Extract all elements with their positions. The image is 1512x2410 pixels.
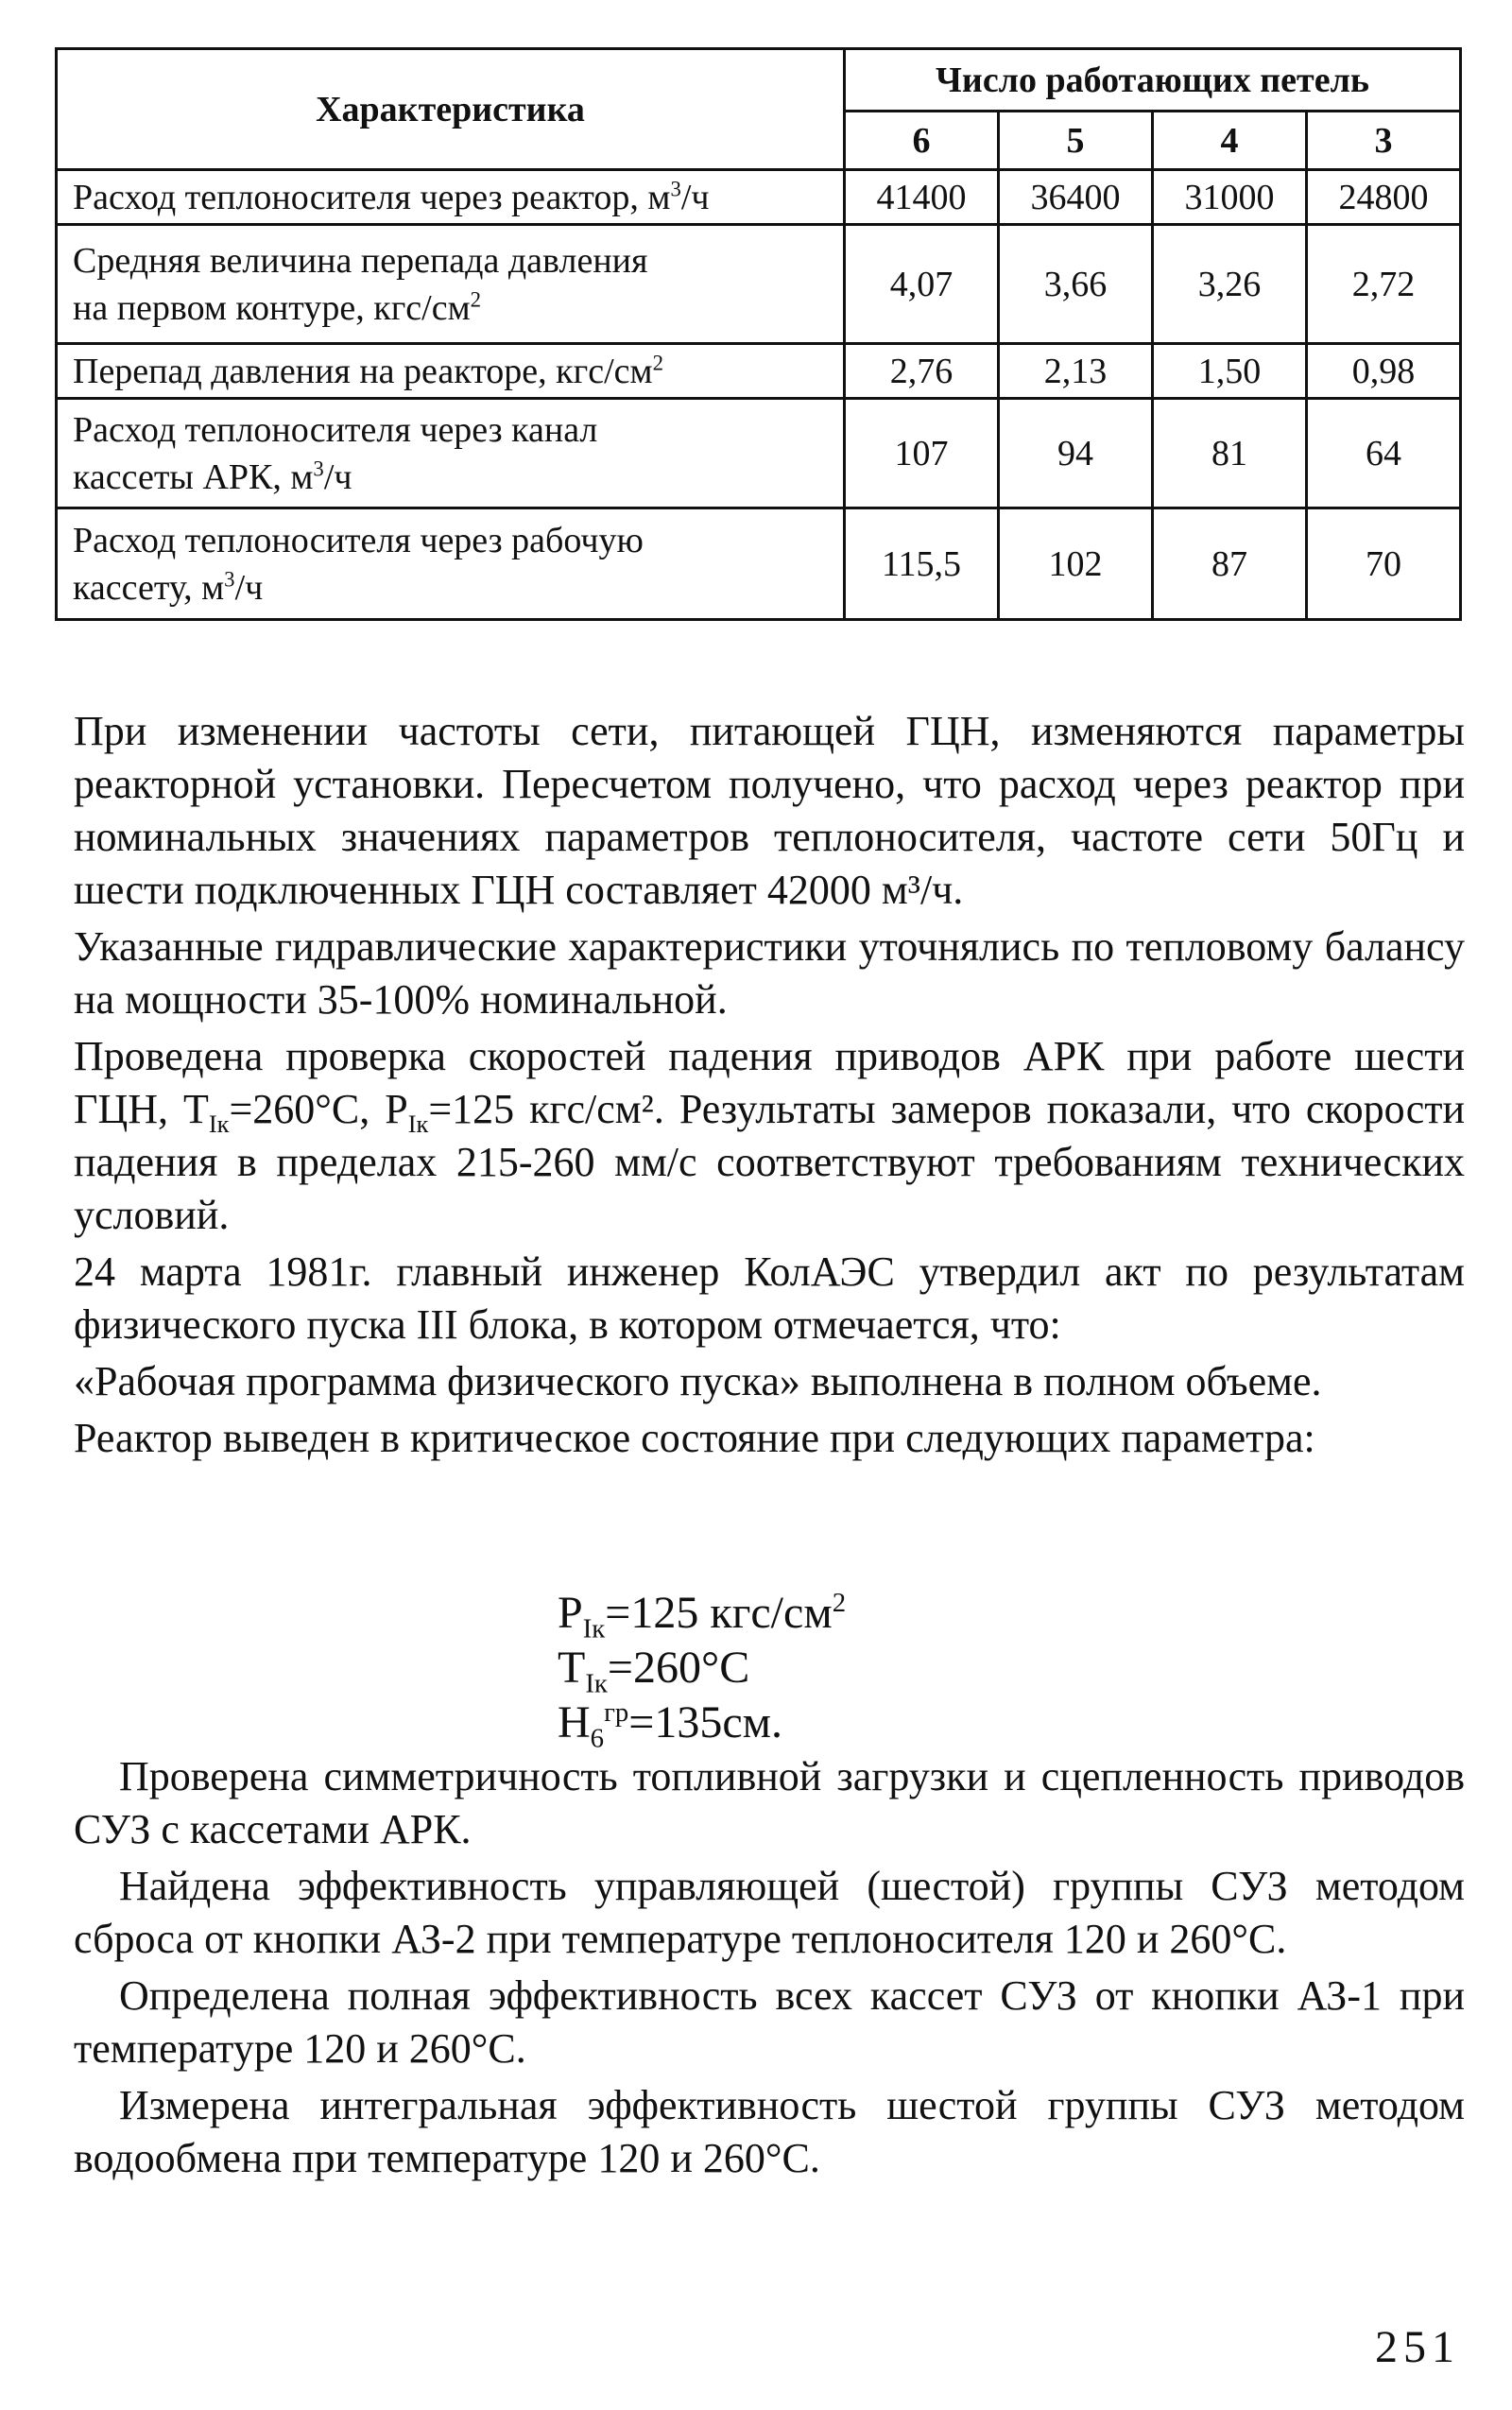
formula-pressure: $Р_{Iк}=125$ кгс/$см^2$ xyxy=(558,1588,847,1644)
header-loops-6: 6 xyxy=(845,112,999,170)
paragraph-ark-check: Проведена проверка скоростей падения приводов АРК при работе шести ГЦН, $Т_{Iк}=260^\circ С$, $Р_{Iк}=125$ кгс/см². Результаты замеров показали, что скорости падения в пределах 215-260 мм/с соответствуют требованиям технических условий. xyxy=(74,1033,1465,1238)
body-text-section-1 xyxy=(74,705,1465,1469)
critical-parameters-formula xyxy=(558,1586,847,1754)
table-header-row xyxy=(57,49,1461,112)
table-cell: 0,98 xyxy=(1307,344,1461,399)
paragraph-frequency: При изменении частоты сети, питающей ГЦН, изменяются параметры реакторной установки. Пересчетом получено, что расход через реактор при номинальных значениях параметров теплоносителя, частоте сети 50Гц и шести подключенных ГЦН составляет 42000 м³/ч. xyxy=(74,708,1465,913)
formula-temperature: $Т_{Iк}=260^\circ С$ xyxy=(558,1643,750,1699)
row-label: Перепад давления на реакторе, кгс/$см^2$ xyxy=(57,344,845,399)
paragraph-hydraulic: Указанные гидравлические характеристики уточнялись по тепловому балансу на мощности 35-100% номинальной. xyxy=(74,923,1465,1023)
row-label: Средняя величина перепада давления на первом контуре, кгс/$см^2$ xyxy=(57,225,845,344)
table-row xyxy=(57,344,1461,399)
table-cell: 2,13 xyxy=(999,344,1153,399)
characteristics-table-container xyxy=(55,47,1459,621)
table-cell: 70 xyxy=(1307,508,1461,620)
table-cell: 64 xyxy=(1307,399,1461,508)
header-loops-5: 5 xyxy=(999,112,1153,170)
row-label: Расход теплоносителя через рабочую кассету, $м^3/ч$ xyxy=(57,508,845,620)
table-row xyxy=(57,399,1461,508)
paragraph-program: «Рабочая программа физического пуска» выполнена в полном объеме. xyxy=(74,1358,1322,1404)
table-cell: 115,5 xyxy=(845,508,999,620)
paragraph-control-group: Найдена эффективность управляющей (шестой) группы СУЗ методом сброса от кнопки АЗ-2 при температуре теплоносителя 120 и 260°С. xyxy=(74,1863,1465,1962)
table-cell: 4,07 xyxy=(845,225,999,344)
header-loops-4: 4 xyxy=(1153,112,1307,170)
table-row xyxy=(57,170,1461,225)
table-cell: 87 xyxy=(1153,508,1307,620)
header-loops-3: 3 xyxy=(1307,112,1461,170)
table-row xyxy=(57,508,1461,620)
body-text-section-2 xyxy=(74,1750,1465,2189)
header-characteristic: Характеристика xyxy=(57,49,845,170)
paragraph-integral-efficiency: Измерена интегральная эффективность шестой группы СУЗ методом водообмена при температуре 120 и 260°С. xyxy=(74,2082,1465,2181)
paragraph-symmetry: Проверена симметричность топливной загрузки и сцепленность приводов СУЗ с кассетами АРК. xyxy=(74,1753,1465,1852)
table-cell: 3,26 xyxy=(1153,225,1307,344)
table-cell: 2,72 xyxy=(1307,225,1461,344)
table-row xyxy=(57,225,1461,344)
table-cell: 31000 xyxy=(1153,170,1307,225)
table-cell: 24800 xyxy=(1307,170,1461,225)
page-number: 251 xyxy=(1375,2322,1460,2372)
table-cell: 94 xyxy=(999,399,1153,508)
paragraph-march-act: 24 марта 1981г. главный инженер КолАЭС утвердил акт по результатам физического пуска III блока, в котором отмечается, что: xyxy=(74,1248,1465,1348)
row-label: Расход теплоносителя через реактор, $м^3/ч$ xyxy=(57,170,845,225)
table-cell: 1,50 xyxy=(1153,344,1307,399)
table-cell: 107 xyxy=(845,399,999,508)
table-cell: 102 xyxy=(999,508,1153,620)
formula-height: $Н_6^{гр}=135см$. xyxy=(558,1697,783,1754)
row-label: Расход теплоносителя через канал кассеты АРК, $м^3/ч$ xyxy=(57,399,845,508)
characteristics-table xyxy=(55,47,1462,621)
header-loops-title: Число работающих петель xyxy=(845,49,1461,112)
table-cell: 36400 xyxy=(999,170,1153,225)
table-cell: 3,66 xyxy=(999,225,1153,344)
table-cell: 81 xyxy=(1153,399,1307,508)
paragraph-critical-state: Реактор выведен в критическое состояние при следующих параметра: xyxy=(74,1415,1315,1461)
table-cell: 2,76 xyxy=(845,344,999,399)
table-cell: 41400 xyxy=(845,170,999,225)
paragraph-full-efficiency: Определена полная эффективность всех кассет СУЗ от кнопки АЗ-1 при температуре 120 и 260°С. xyxy=(74,1972,1465,2072)
